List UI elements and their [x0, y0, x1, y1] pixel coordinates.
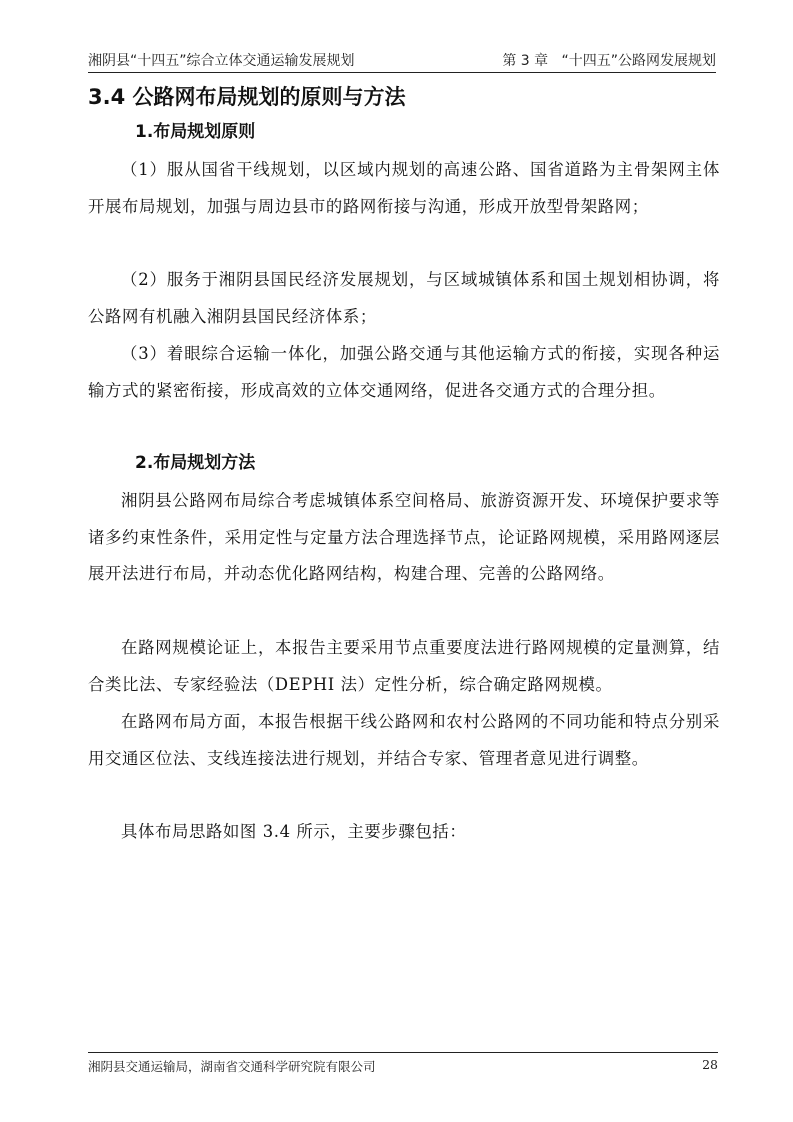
page-footer — [88, 1052, 718, 1077]
header-chapter-title: 第 3 章 “十四五”公路网发展规划 — [502, 53, 716, 69]
paragraph-principle-2: （2）服务于湘阴县国民经济发展规划，与区域城镇体系和国土规划相协调，将公路网有机融入湘阴县国民经济体系； — [88, 270, 720, 326]
paragraph-principle-1: （1）服从国省干线规划，以区域内规划的高速公路、国省道路为主骨架网主体开展布局规划，加强与周边县市的路网衔接与沟通，形成开放型骨架路网； — [88, 160, 720, 216]
paragraph-layout-steps: 具体布局思路如图 3.4 所示，主要步骤包括： — [121, 822, 467, 841]
section-title: 3.4 公路网布局规划的原则与方法 — [88, 85, 406, 109]
subsection-title-principles: 1.布局规划原则 — [135, 122, 256, 142]
subsection-title-methods: 2.布局规划方法 — [135, 453, 256, 473]
paragraph-network-layout: 在路网布局方面，本报告根据干线公路网和农村公路网的不同功能和特点分别采用交通区位法、支线连接法进行规划，并结合专家、管理者意见进行调整。 — [88, 712, 720, 768]
paragraph-network-scale: 在路网规模论证上，本报告主要采用节点重要度法进行路网规模的定量测算，结合类比法、专家经验法（DEPHI 法）定性分析，综合确定路网规模。 — [88, 638, 720, 694]
paragraph-principle-3: （3）着眼综合运输一体化，加强公路交通与其他运输方式的衔接，实现各种运输方式的紧密衔接，形成高效的立体交通网络，促进各交通方式的合理分担。 — [88, 344, 720, 400]
page-header — [88, 50, 716, 73]
footer-organization: 湘阴县交通运输局，湖南省交通科学研究院有限公司 — [88, 1059, 376, 1074]
page-number: 28 — [702, 1057, 718, 1072]
paragraph-method-overview: 湘阴县公路网布局综合考虑城镇体系空间格局、旅游资源开发、环境保护要求等诸多约束性条件，采用定性与定量方法合理选择节点，论证路网规模，采用路网逐层展开法进行布局，并动态优化路网结构，构建合理、完善的公路网络。 — [88, 491, 720, 583]
header-document-title: 湘阴县“十四五”综合立体交通运输发展规划 — [88, 53, 355, 69]
